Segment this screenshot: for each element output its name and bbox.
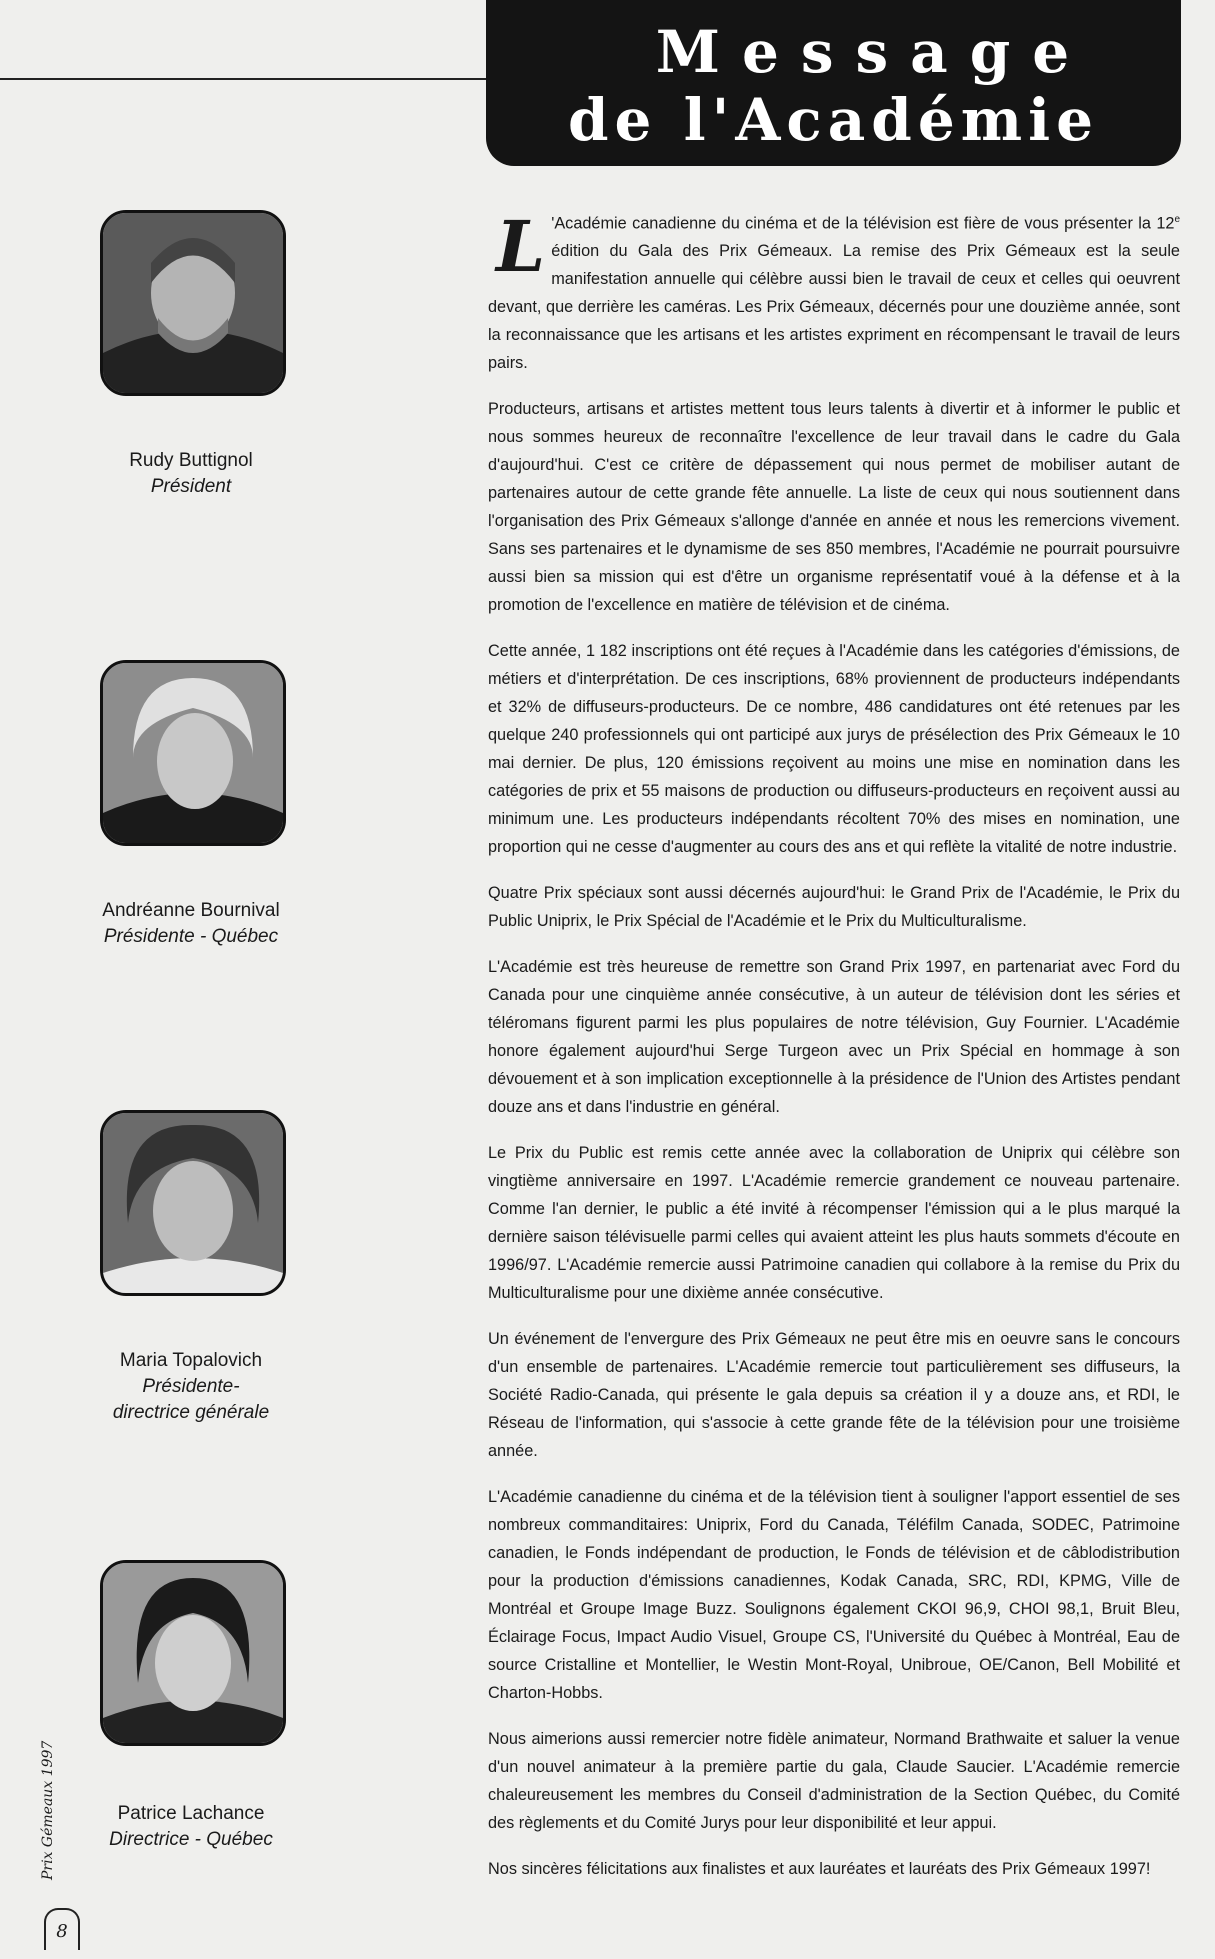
person-name: Andréanne Bournival	[102, 900, 280, 921]
person-name: Rudy Buttignol	[129, 450, 253, 471]
portrait-photo-4	[100, 1560, 286, 1746]
portrait-photo-3	[100, 1110, 286, 1296]
paragraph-7: Un événement de l'envergure des Prix Gémeaux ne peut être mis en oeuvre sans le concours d'un ensemble de partenaires. L'Académie remercie tout particulièrement ses diffuseurs, la Société Radio-Canada, qui présente le gala depuis sa création il y a douze ans, et RDI, le Réseau de l'information, qui s'associe à cette grande fête de la télévision pour une troisième année.	[488, 1330, 1180, 1461]
paragraph-8: L'Académie canadienne du cinéma et de la télévision tient à souligner l'apport essentiel de ses nombreux commanditaires: Uniprix, Ford du Canada, Téléfilm Canada, SODEC, Patrimoine canadien, le Fonds indépendant de production, le Fonds de télévision et de câblodistribution pour la production d'émissions canadiennes, Kodak Canada, SRC, RDI, KPMG, Ville de Montréal et Groupe Image Buzz. Soulignons également CKOI 96,9, CHOI 98,1, Bruit Bleu, Éclairage Focus, Impact Audio Visuel, Groupe CS, l'Université du Québec à Montréal, Eau de source Cristalline et Montellier, le Westin Mont-Royal, Unibroue, OE/Canon, Bell Mobilité et Charton-Hobbs.	[488, 1488, 1180, 1703]
caption-4	[75, 1801, 307, 1853]
paragraph-4: Quatre Prix spéciaux sont aussi décernés aujourd'hui: le Grand Prix de l'Académie, le Prix du Public Uniprix, le Prix Spécial de l'Académie et le Prix du Multiculturalisme.	[488, 884, 1180, 931]
paragraph-6: Le Prix du Public est remis cette année avec la collaboration de Uniprix qui célèbre son vingtième anniversaire en 1997. L'Académie remercie grandement ce nouveau partenaire. Comme l'an dernier, le public a été invité à récompenser l'émission qui a le plus marqué la dernière saison télévisuelle parmi celles qui avaient atteint les plus hauts sommets d'écoute en 1996/97. L'Académie remercie aussi Patrimoine canadien qui collabore à la remise du Prix du Multiculturalisme pour une dixième année consécutive.	[488, 1144, 1180, 1303]
portrait-photo-2	[100, 660, 286, 846]
caption-2	[75, 898, 307, 950]
page-number: 8	[44, 1908, 80, 1950]
caption-3	[75, 1348, 307, 1426]
person-role: Directrice - Québec	[109, 1829, 273, 1850]
page-title-line-2: de l'Académie	[567, 86, 1100, 154]
paragraph-1: L 'Académie canadienne du cinéma et de la télévision est fière de vous présenter la 12e édition du Gala des Prix Gémeaux. La remise des Prix Gémeaux est la seule manifestation annuelle qui célèbre aussi bien le travail de ceux et celles qui oeuvrent devant, que derrière les caméras. Les Prix Gémeaux, décernés pour une douzième année, sont la reconnaissance que les artisans et les artistes expriment en récompensant le travail de leurs pairs.	[488, 205, 1180, 373]
paragraph-3: Cette année, 1 182 inscriptions ont été reçues à l'Académie dans les catégories d'émissions, de métiers et d'interprétation. De ces inscriptions, 68% proviennent de producteurs indépendants et 32% de diffuseurs-producteurs. De ce nombre, 486 candidatures ont été retenues par les quelque 240 professionnels qui ont participé aux jurys de présélection des Prix Gémeaux le 10 mai dernier. De plus, 120 émissions reçoivent au moins une mise en nomination dans les catégories de prix et 55 maisons de production ou diffuseurs-producteurs en reçoivent aussi au minimum une. Les producteurs indépendants récoltent 70% des mises en nomination, une proportion qui ne cesse d'augmenter au cours des ans et qui reflète la vitalité de notre industrie.	[488, 642, 1180, 857]
paragraph-10: Nos sincères félicitations aux finalistes et aux lauréates et lauréats des Prix Gémeaux 1997!	[488, 1860, 1151, 1879]
person-role-line-2: directrice générale	[112, 1402, 270, 1423]
person-role: Président	[150, 476, 232, 497]
portrait-photo-1	[100, 210, 286, 396]
person-role: Présidente - Québec	[103, 926, 279, 947]
person-name: Patrice Lachance	[117, 1803, 265, 1824]
person-name: Maria Topalovich	[119, 1350, 263, 1371]
person-role-line-1: Présidente-	[142, 1376, 240, 1397]
page-title-line-1: Message	[655, 18, 1092, 86]
paragraph-5: L'Académie est très heureuse de remettre son Grand Prix 1997, en partenariat avec Ford du Canada pour une cinquième année consécutive, à un auteur de télévision dont les séries et téléromans figurent parmi les plus populaires de notre télévision, Guy Fournier. L'Académie honore également aujourd'hui Serge Turgeon avec un Prix Spécial en hommage à son dévouement et à son implication exceptionnelle à la présidence de l'Union des Artistes pendant douze ans et dans l'industrie en général.	[488, 958, 1180, 1117]
drop-cap: L	[496, 205, 546, 288]
side-publication-label: Prix Gémeaux 1997	[40, 1740, 56, 1880]
header-rule	[0, 78, 488, 80]
paragraph-9: Nous aimerions aussi remercier notre fidèle animateur, Normand Brathwaite et saluer la venue d'un nouvel animateur à la première partie du gala, Claude Saucier. L'Académie remercie chaleureusement les membres du Conseil d'administration de la Section Québec, du Comité des règlements et du Comité Jurys pour leur disponibilité et leur appui.	[488, 1730, 1180, 1833]
paragraph-2: Producteurs, artisans et artistes mettent tous leurs talents à divertir et à informer le public et nous sommes heureux de reconnaître l'excellence de leur travail dans le cadre du Gala d'aujourd'hui. C'est ce critère de dépassement qui nous permet de mobiliser autant de partenaires autour de cette grande fête annuelle. La liste de ceux qui nous soutiennent dans l'organisation des Prix Gémeaux s'allonge d'année en année et nous les remercions vivement. Sans ses partenaires et le dynamisme de ses 850 membres, l'Académie ne pourrait poursuivre aussi bien sa mission qui est d'être un organisme représentatif voué à la défense et à la promotion de l'excellence en matière de télévision et de cinéma.	[488, 400, 1180, 615]
message-body	[488, 206, 1180, 1901]
caption-1	[75, 448, 307, 500]
title-banner	[486, 0, 1181, 166]
